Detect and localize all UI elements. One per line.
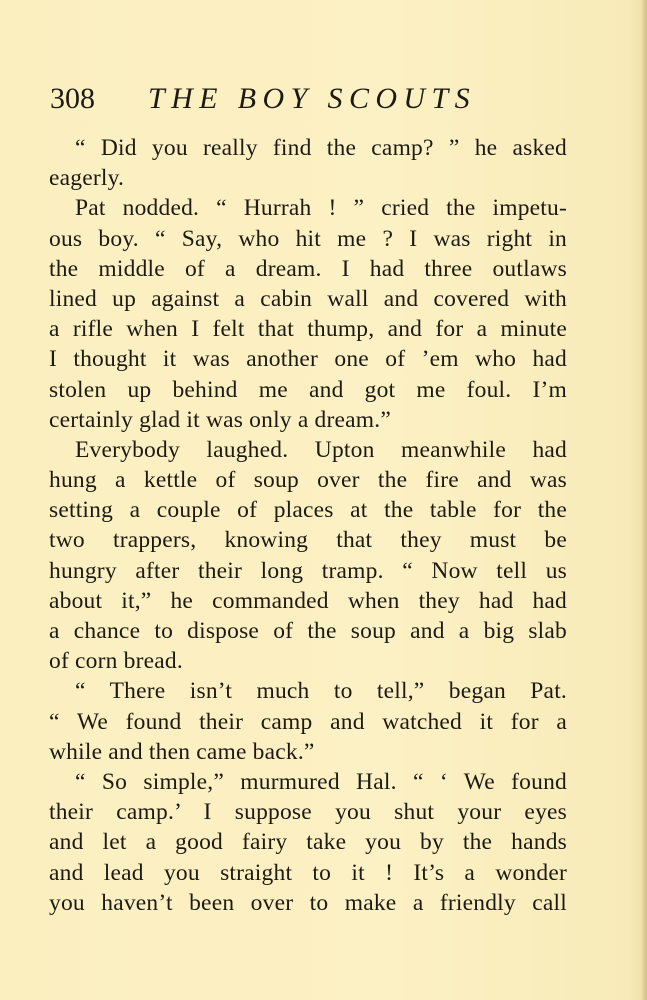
- text-line: Pat nodded. “ Hurrah ! ” cried the impetu-: [75, 195, 567, 222]
- text-line: “ We found their camp and watched it for a: [49, 708, 567, 735]
- book-title: THE BOY SCOUTS: [148, 82, 476, 115]
- text-line: certainly glad it was only a dream.”: [49, 406, 391, 433]
- text-line: eagerly.: [49, 165, 125, 192]
- text-line: while and then came back.”: [49, 738, 315, 765]
- text-line: their camp.’ I suppose you shut your eyes: [49, 799, 567, 826]
- text-line: of corn bread.: [49, 648, 183, 675]
- body-text: [49, 133, 567, 918]
- text-line: two trappers, knowing that they must be: [49, 527, 567, 554]
- text-line: “ There isn’t much to tell,” began Pat.: [75, 678, 567, 705]
- text-line: and lead you straight to it ! It’s a wonder: [49, 859, 567, 886]
- text-line: hungry after their long tramp. “ Now tell us: [49, 557, 567, 584]
- text-line: “ So simple,” murmured Hal. “ ‘ We found: [75, 768, 567, 795]
- text-line: setting a couple of places at the table for the: [49, 497, 567, 524]
- text-line: I thought it was another one of ’em who had: [49, 346, 567, 373]
- page-edge-shadow: [641, 0, 647, 1000]
- text-line: ous boy. “ Say, who hit me ? I was right in: [49, 225, 567, 252]
- text-line: “ Did you really find the camp? ” he asked: [75, 135, 567, 161]
- text-line: you haven’t been over to make a friendly call: [49, 889, 567, 916]
- text-line: stolen up behind me and got me foul. I’m: [49, 376, 567, 403]
- text-line: and let a good fairy take you by the hands: [49, 829, 567, 856]
- page-number: 308: [50, 82, 95, 115]
- text-line: hung a kettle of soup over the fire and was: [49, 467, 567, 494]
- text-line: the middle of a dream. I had three outlaws: [49, 255, 567, 282]
- text-line: lined up against a cabin wall and covered with: [49, 285, 567, 312]
- running-head: [50, 82, 570, 122]
- text-line: Everybody laughed. Upton meanwhile had: [75, 436, 567, 463]
- text-line: a rifle when I felt that thump, and for a minute: [49, 316, 567, 343]
- text-line: a chance to dispose of the soup and a big slab: [49, 618, 567, 644]
- text-line: about it,” he commanded when they had had: [49, 587, 567, 614]
